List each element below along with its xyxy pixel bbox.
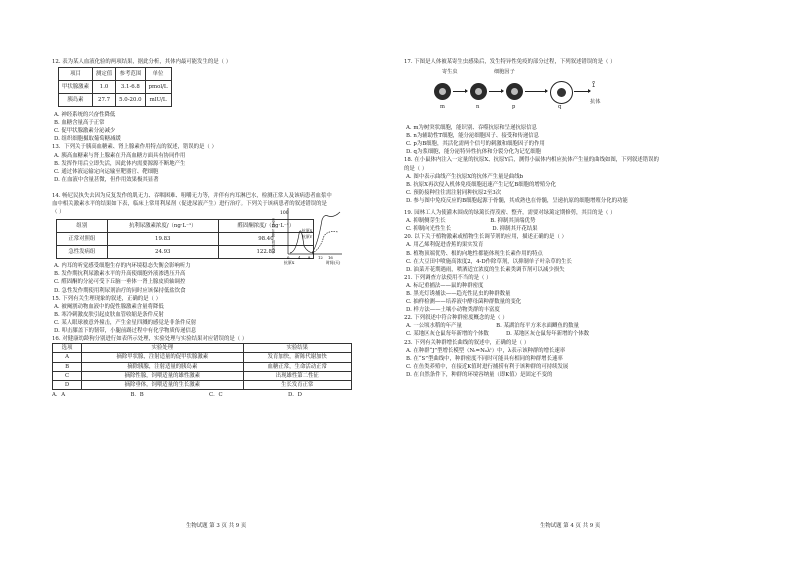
q15-option-b: B. 寒冷刺激皮肤引起皮肤血管收缩是条件反射: [54, 311, 164, 318]
q17-label-n: n: [476, 104, 480, 111]
q13-option-c: C. 通过体液运输定向运输至靶器官、靶细胞: [54, 168, 159, 175]
x-axis-label: 时间(天): [326, 260, 341, 265]
table-cell: 19.83: [107, 233, 218, 246]
q22-stem: 22. 下列叙述中符合种群密度概念的是（ ）: [404, 315, 508, 322]
q16-header: 选项: [53, 344, 82, 353]
table-cell: A: [53, 353, 82, 362]
table-cell: 甲状腺激素: [59, 81, 93, 94]
table-row: [53, 362, 352, 371]
q12-table: [58, 67, 172, 107]
q21-option-c: C. 抽样检测——培养液中酵母菌种群数量的变化: [406, 299, 522, 306]
q17-option-a: A. m为树突状细胞，能识别、吞噬抗原和呈递抗原信息: [406, 125, 538, 132]
x-tick: 8: [308, 255, 311, 260]
q20-stem: 20. 以下关于植物激素或植物生长调节剂的应用，描述正确的是（ ）: [404, 234, 567, 241]
q17-arrow: [489, 91, 503, 92]
q21-stem: 21. 下列调查方法使用不当的是（ ）: [404, 274, 492, 281]
table-row: [53, 380, 352, 389]
table-cell: 急性发病组: [57, 246, 108, 259]
x-tick: 4: [298, 255, 301, 260]
curve-b: [312, 232, 338, 254]
y-antibody-icon: ⟟: [592, 80, 596, 91]
q14-header: 抗利尿激素浓度/（ng·L⁻¹）: [107, 220, 218, 233]
q20-option-b: B. 植物顶端优势、根的向地性都能体现生长素作用的特点: [406, 250, 543, 257]
q17-label-cytokine: 细胞因子: [494, 69, 515, 76]
q16-answer-d: D．D: [287, 392, 302, 399]
table-cell: 3.1-6.8: [116, 81, 145, 94]
q14-option-a: A. 内耳的听觉感受细胞生存的内环境稳态失衡会影响听力: [54, 263, 191, 270]
q23-option-b: B. 在“S”型曲线中，种群密度不同时可能具有相同的种群增长速率: [406, 355, 563, 362]
table-cell: 血糖正常，生命活动正常: [243, 362, 352, 371]
q14-stem: 血中相关激素水平的结果如下表，临床上常用利尿剂（促进尿液产生）进行治疗。下列关于该病患者的叙述错误的是: [52, 201, 327, 208]
q20-option-c: C. 在大豆田中喷施高浓度2，4-D作除草剂，以抑制单子叶杂草的生长: [406, 258, 572, 265]
table-row: [59, 81, 172, 94]
table-cell: 摘除性腺，饲喂适量的雄性激素: [82, 371, 243, 380]
q17-label-q: q: [558, 104, 562, 111]
q18-stem: 18. 在小鼠体内注入一定量的抗原X、抗原Y后，测得小鼠体内相应抗体产生量的曲线如图，下列叙述错误的: [404, 157, 659, 164]
curve-label-x: 抗原X: [302, 228, 313, 233]
q19-options-ab: A. 抑制侧芽生长 B. 抑制其顶端优势: [406, 218, 536, 225]
q16-answer-choices: [52, 391, 302, 399]
table-cell: 出现雄性第二性征: [243, 371, 352, 380]
x-tick: 0: [287, 255, 290, 260]
q12-option-d: D. 组织细胞摄取葡萄糖减缓: [54, 136, 121, 143]
q16-answer-c: C．C: [209, 392, 223, 399]
q12-header: 参考范围: [116, 68, 145, 81]
q17-label-m: m: [440, 104, 445, 111]
table-row: [53, 371, 352, 380]
q12-option-c: C. 促甲状腺激素分泌减少: [54, 128, 116, 135]
bottom-label: 抗原X: [284, 260, 295, 265]
table-cell: 胰岛素: [59, 94, 93, 107]
q14-stem: 14. 畅尼民执失去因为反复发作的肌无力、吞咽困难、咀嚼无力等，并伴有内耳淋巴水，检测正常人及该病患者血浆中: [52, 192, 332, 199]
right-footer: 生物试题 第 4 页 共 9 页: [540, 523, 601, 529]
q14-option-c: C. 醛固酮的分泌可受下丘脑一垂体一肾上腺皮质轴调控: [54, 279, 186, 286]
q12-option-b: B. 血糖含量高于正常: [54, 120, 105, 127]
x-tick: 16: [328, 255, 333, 260]
q16-header: 实验处理: [82, 344, 243, 353]
q12-header: 项目: [59, 68, 93, 81]
y-max-label: 100: [280, 211, 289, 216]
table-cell: B: [53, 362, 82, 371]
q18-option-b: B. 抗原X再次侵入机体免疫细胞迅速产生记忆B细胞的增殖分化: [406, 181, 556, 188]
table-cell: 27.7: [92, 94, 115, 107]
table-cell: 1.0: [92, 81, 115, 94]
q17-cell-q: [550, 81, 573, 104]
right-page: [404, 58, 744, 379]
q17-label-antibody: 抗体: [590, 99, 601, 106]
table-cell: pmol/L: [145, 81, 171, 94]
curve-label-y: 抗原Y: [302, 234, 313, 239]
q18-stem: 的是（ ）: [404, 165, 428, 172]
q23-option-a: A. 在种群“J”型增长模型（Nₜ=N₀λᵗ）中，λ表示该种群的增长速率: [406, 347, 566, 354]
q17-immune-figure: [414, 66, 674, 124]
q23-stem: 23. 下列有关种群增长曲线的叙述中，正确的是（ ）: [404, 339, 530, 346]
table-cell: mlU/L: [145, 94, 171, 107]
q12-stem: 12. 表为某人血液化验的两项结果，据此分析，其体内最可能发生的是（ ）: [52, 59, 232, 65]
q22-options-cd: C. 某地区灰仓鼠每年新增的个体数 D. 某地区灰仓鼠每年新增的个体数: [406, 331, 589, 338]
table-cell: 发育加快，新陈代谢加快: [243, 353, 352, 362]
table-cell: 摘除甲状腺，注射适量的促甲状腺激素: [82, 353, 243, 362]
q18-antibody-graph: [272, 204, 344, 266]
table-cell: D: [53, 380, 82, 389]
q17-cell-n: [470, 83, 487, 100]
q23-option-c: C. 在鱼类养殖中，在接近K值时进行捕捞有利于该种群的可持续发展: [406, 363, 569, 370]
q16-stem: 16. 对健康幼龄狗分别进行如表所示处理，实验处理与实验结果对应错误的是（ ）: [52, 336, 248, 343]
q17-cell-p: [506, 83, 523, 100]
table-cell: 5.0-20.0: [116, 94, 145, 107]
q17-option-d: D. q为浆细胞，能分泌特异性抗体和分裂分化为记忆细胞: [406, 149, 541, 156]
left-footer: 生物试题 第 3 页 共 9 页: [186, 523, 247, 529]
q12-header: 单位: [145, 68, 171, 81]
q18-option-d: D. 参与图中免疫反应的B细胞起源于骨髓，其成熟也在骨髓，呈递抗原的细胞增殖分化的功能: [406, 197, 628, 204]
q12-header: 测定值: [92, 68, 115, 81]
q14-header: 组别: [57, 220, 108, 233]
curve-a: [312, 212, 340, 253]
q13-option-d: D. 在血液中含量甚微，但作用效果极其显著: [54, 176, 159, 183]
q14-option-d: D. 急性发作期使用利尿剂治疗的同时应该保持低盐饮食: [54, 287, 186, 294]
q17-option-c: C. p为B细胞，其活化需两个信号的刺激和细胞因子的作用: [406, 141, 545, 148]
q12-option-a: A. 神经系统的兴奋性降低: [54, 112, 116, 119]
q15-stem: 15. 下列有关生理现象的叙述，正确的是（ ）: [52, 295, 162, 302]
q22-options-ab: A. 一公顷水稻的年产量 B. 某湖泊每平方米水面鲫鱼的数量: [406, 323, 579, 330]
q16-table: [52, 343, 352, 390]
table-cell: 98.40: [218, 233, 313, 246]
q18-option-c: C. 预防接种往往需注射同种抗原2至3次: [406, 189, 502, 196]
q17-cell-m: [434, 83, 451, 100]
q14-stem: （ ）: [52, 209, 65, 216]
q15-option-c: C. 某人眼球被意外撞击，产生金星四溅的感觉是非条件反射: [54, 319, 197, 326]
q21-option-b: B. 黑光灯诱捕法——趋光性昆虫的种群数量: [406, 290, 511, 297]
q16-answer-a: A．A: [52, 392, 66, 399]
y-axis-label: 抗体产生量（相对值）: [272, 218, 277, 256]
table-cell: 摘除垂体，饲喂适量的生长激素: [82, 380, 243, 389]
q13-stem: 13．下列关于胰高血糖素、肾上腺素作用特点的叙述，错误的是（ ）: [52, 144, 217, 151]
q17-arrow: [574, 91, 590, 92]
table-cell: C: [53, 371, 82, 380]
table-cell: 122.82: [218, 246, 313, 259]
q17-option-b: B. n为辅助性T细胞，能分泌细胞因子、接受和传递信息: [406, 133, 540, 140]
q19-options-cd: C. 抑制向光性生长 D. 抑制其开花结果: [406, 226, 538, 233]
q21-option-d: D. 样方法——土壤小动物类群的丰富度: [406, 307, 500, 314]
table-cell: 生长发育正常: [243, 380, 352, 389]
q17-arrow: [525, 91, 547, 92]
q13-option-b: B. 发挥作用后立即失活，因此体内需要源源不断地产生: [54, 160, 186, 167]
q20-option-d: D. 油菜开花期遇雨，喷洒适宜浓度的生长素类调节剂可以减少损失: [406, 266, 565, 273]
table-cell: 正常对照组: [57, 233, 108, 246]
table-row: [59, 94, 172, 107]
q18-option-a: A. 图中表示曲线产生抗原X的抗体产生量是曲线b: [406, 173, 524, 180]
q16-header: 实验结果: [243, 344, 352, 353]
q15-option-a: A. 被阉割动物血液中的促性腺激素含量将降低: [54, 303, 164, 310]
table-cell: 摘除胰腺，注射适量的胰岛素: [82, 362, 243, 371]
x-tick: 12: [318, 255, 323, 260]
q17-label-parasite: 寄生虫: [442, 69, 458, 76]
q19-stem: 19. 园林工人为使灌木围成的绿篱长得茂密、整齐，需要对绿篱定期修剪，其目的是（ ）: [404, 210, 616, 217]
q23-option-d: D. 在自然条件下，种群的环境容纳量（即K值）是固定不变的: [406, 371, 553, 378]
q14-header: 醛固酮浓度/（ng·L⁻¹）: [218, 220, 313, 233]
q13-option-a: A. 胰高血糖素与肾上腺素在升高血糖方面具有协同作用: [54, 152, 186, 159]
q20-option-a: A. 用乙烯利促进香蕉的果实发育: [406, 242, 484, 249]
table-cell: 24.93: [107, 246, 218, 259]
q17-arrow: [453, 91, 467, 92]
q15-option-d: D. 叩击膝盖下的韧带，小腿前踢过程中有化学物质传递信息: [54, 327, 197, 334]
table-row: [53, 353, 352, 362]
q16-answer-b: B．B: [130, 392, 144, 399]
q14-option-b: B. 发作期抗利尿激素水平的升高使细胞外液渗透压升高: [54, 271, 186, 278]
q17-label-p: p: [512, 104, 516, 111]
q17-stem: 17. 下图是人体被某寄生虫感染后，发生特异性免疫的部分过程，下列叙述错误的是（ ）: [404, 59, 616, 65]
q21-option-a: A. 标记重捕法——鼠的种群密度: [406, 282, 484, 289]
